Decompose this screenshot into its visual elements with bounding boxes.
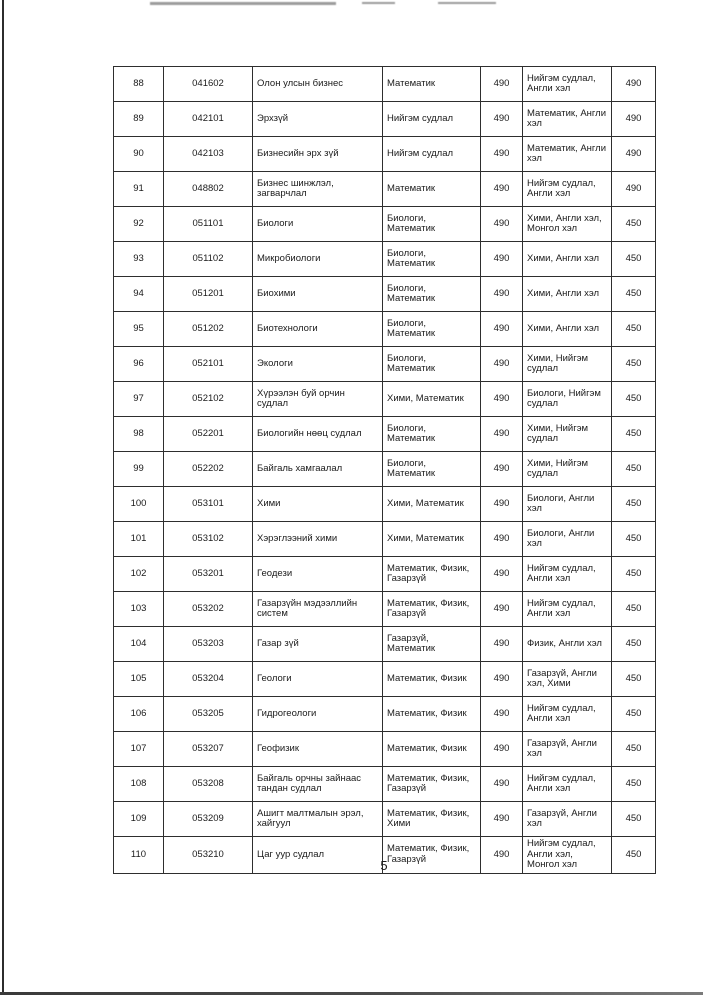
- table-row: [114, 102, 656, 137]
- additional-score-cell: 450: [612, 382, 656, 417]
- program-code-cell: 042101: [164, 102, 253, 137]
- additional-score-cell: 490: [612, 67, 656, 102]
- program-name-cell: Газарзүйн мэдээллийн систем: [253, 592, 383, 627]
- admission-table: [113, 66, 656, 874]
- score-cell: 490: [481, 767, 523, 802]
- additional-score-cell: 450: [612, 312, 656, 347]
- score-cell: 490: [481, 347, 523, 382]
- additional-subjects-cell: Хими, Нийгэм судлал: [523, 417, 612, 452]
- additional-score-cell: 450: [612, 662, 656, 697]
- program-code-cell: 052201: [164, 417, 253, 452]
- exam-subjects-cell: Математик, Физик, Газарзүй: [383, 592, 481, 627]
- program-name-cell: Хэрэглээний хими: [253, 522, 383, 557]
- additional-subjects-cell: Нийгэм судлал, Англи хэл: [523, 767, 612, 802]
- program-name-cell: Биологи: [253, 207, 383, 242]
- score-cell: 490: [481, 137, 523, 172]
- score-cell: 490: [481, 277, 523, 312]
- exam-subjects-cell: Математик, Физик, Газарзүй: [383, 837, 481, 874]
- exam-subjects-cell: Биологи, Математик: [383, 417, 481, 452]
- row-number-cell: 96: [114, 347, 164, 382]
- additional-subjects-cell: Нийгэм судлал, Англи хэл: [523, 557, 612, 592]
- exam-subjects-cell: Биологи, Математик: [383, 277, 481, 312]
- program-code-cell: 053208: [164, 767, 253, 802]
- row-number-cell: 103: [114, 592, 164, 627]
- exam-subjects-cell: Математик, Физик, Газарзүй: [383, 767, 481, 802]
- program-name-cell: Байгаль орчны зайнаас тандан судлал: [253, 767, 383, 802]
- program-name-cell: Экологи: [253, 347, 383, 382]
- additional-subjects-cell: Газарзүй, Англи хэл: [523, 732, 612, 767]
- score-cell: 490: [481, 312, 523, 347]
- score-cell: 490: [481, 242, 523, 277]
- additional-score-cell: 450: [612, 837, 656, 874]
- program-code-cell: 048802: [164, 172, 253, 207]
- additional-score-cell: 450: [612, 557, 656, 592]
- program-name-cell: Геофизик: [253, 732, 383, 767]
- score-cell: 490: [481, 207, 523, 242]
- table-row: [114, 452, 656, 487]
- program-code-cell: 053203: [164, 627, 253, 662]
- top-bleed-artifact: [150, 2, 336, 5]
- exam-subjects-cell: Биологи, Математик: [383, 312, 481, 347]
- table-row: [114, 277, 656, 312]
- program-code-cell: 053204: [164, 662, 253, 697]
- row-number-cell: 98: [114, 417, 164, 452]
- additional-subjects-cell: Хими, Англи хэл: [523, 277, 612, 312]
- program-name-cell: Биохими: [253, 277, 383, 312]
- row-number-cell: 106: [114, 697, 164, 732]
- row-number-cell: 91: [114, 172, 164, 207]
- score-cell: 490: [481, 487, 523, 522]
- program-name-cell: Биотехнологи: [253, 312, 383, 347]
- additional-score-cell: 450: [612, 452, 656, 487]
- score-cell: 490: [481, 417, 523, 452]
- program-code-cell: 052202: [164, 452, 253, 487]
- additional-score-cell: 450: [612, 627, 656, 662]
- program-code-cell: 053205: [164, 697, 253, 732]
- additional-subjects-cell: Математик, Англи хэл: [523, 102, 612, 137]
- top-bleed-artifact: [362, 2, 395, 4]
- table-row: [114, 67, 656, 102]
- additional-subjects-cell: Нийгэм судлал, Англи хэл: [523, 172, 612, 207]
- score-cell: 490: [481, 662, 523, 697]
- exam-subjects-cell: Биологи, Математик: [383, 207, 481, 242]
- row-number-cell: 107: [114, 732, 164, 767]
- additional-score-cell: 450: [612, 732, 656, 767]
- row-number-cell: 94: [114, 277, 164, 312]
- admission-table-wrapper: [113, 66, 655, 874]
- program-name-cell: Цаг уур судлал: [253, 837, 383, 874]
- additional-subjects-cell: Нийгэм судлал, Англи хэл: [523, 592, 612, 627]
- additional-subjects-cell: Хими, Англи хэл: [523, 312, 612, 347]
- program-code-cell: 051202: [164, 312, 253, 347]
- exam-subjects-cell: Биологи, Математик: [383, 452, 481, 487]
- row-number-cell: 108: [114, 767, 164, 802]
- table-row: [114, 242, 656, 277]
- row-number-cell: 110: [114, 837, 164, 874]
- table-row: [114, 627, 656, 662]
- additional-score-cell: 490: [612, 172, 656, 207]
- program-name-cell: Геодези: [253, 557, 383, 592]
- score-cell: 490: [481, 522, 523, 557]
- additional-score-cell: 490: [612, 137, 656, 172]
- exam-subjects-cell: Математик, Физик, Газарзүй: [383, 557, 481, 592]
- exam-subjects-cell: Хими, Математик: [383, 382, 481, 417]
- row-number-cell: 99: [114, 452, 164, 487]
- table-row: [114, 557, 656, 592]
- exam-subjects-cell: Хими, Математик: [383, 522, 481, 557]
- score-cell: 490: [481, 592, 523, 627]
- additional-score-cell: 450: [612, 277, 656, 312]
- additional-subjects-cell: Хими, Англи хэл: [523, 242, 612, 277]
- additional-subjects-cell: Физик, Англи хэл: [523, 627, 612, 662]
- program-name-cell: Бизнесийн эрх зүй: [253, 137, 383, 172]
- score-cell: 490: [481, 452, 523, 487]
- program-code-cell: 051201: [164, 277, 253, 312]
- additional-score-cell: 450: [612, 767, 656, 802]
- row-number-cell: 100: [114, 487, 164, 522]
- table-row: [114, 522, 656, 557]
- row-number-cell: 92: [114, 207, 164, 242]
- table-row: [114, 172, 656, 207]
- row-number-cell: 95: [114, 312, 164, 347]
- additional-subjects-cell: Газарзүй, Англи хэл, Хими: [523, 662, 612, 697]
- table-row: [114, 592, 656, 627]
- score-cell: 490: [481, 837, 523, 874]
- table-row: [114, 802, 656, 837]
- page-left-edge-line: [2, 0, 4, 994]
- additional-subjects-cell: Хими, Англи хэл, Монгол хэл: [523, 207, 612, 242]
- exam-subjects-cell: Нийгэм судлал: [383, 102, 481, 137]
- program-code-cell: 053102: [164, 522, 253, 557]
- program-name-cell: Хүрээлэн буй орчин судлал: [253, 382, 383, 417]
- additional-subjects-cell: Хими, Нийгэм судлал: [523, 452, 612, 487]
- exam-subjects-cell: Хими, Математик: [383, 487, 481, 522]
- additional-subjects-cell: Нийгэм судлал, Англи хэл: [523, 67, 612, 102]
- program-code-cell: 041602: [164, 67, 253, 102]
- exam-subjects-cell: Биологи, Математик: [383, 347, 481, 382]
- table-row: [114, 487, 656, 522]
- program-code-cell: 051101: [164, 207, 253, 242]
- additional-score-cell: 450: [612, 487, 656, 522]
- score-cell: 490: [481, 102, 523, 137]
- additional-subjects-cell: Нийгэм судлал, Англи хэл: [523, 697, 612, 732]
- program-name-cell: Биологийн нөөц судлал: [253, 417, 383, 452]
- program-code-cell: 053101: [164, 487, 253, 522]
- additional-score-cell: 450: [612, 207, 656, 242]
- program-name-cell: Байгаль хамгаалал: [253, 452, 383, 487]
- row-number-cell: 105: [114, 662, 164, 697]
- top-bleed-artifact: [438, 2, 496, 4]
- program-code-cell: 052102: [164, 382, 253, 417]
- exam-subjects-cell: Нийгэм судлал: [383, 137, 481, 172]
- program-code-cell: 053210: [164, 837, 253, 874]
- row-number-cell: 90: [114, 137, 164, 172]
- table-row: [114, 662, 656, 697]
- program-code-cell: 053207: [164, 732, 253, 767]
- exam-subjects-cell: Математик, Физик: [383, 732, 481, 767]
- score-cell: 490: [481, 382, 523, 417]
- exam-subjects-cell: Математик, Физик: [383, 662, 481, 697]
- additional-score-cell: 450: [612, 802, 656, 837]
- program-name-cell: Эрхзүй: [253, 102, 383, 137]
- table-row: [114, 767, 656, 802]
- additional-subjects-cell: Биологи, Англи хэл: [523, 487, 612, 522]
- exam-subjects-cell: Газарзүй, Математик: [383, 627, 481, 662]
- exam-subjects-cell: Математик, Физик, Хими: [383, 802, 481, 837]
- program-name-cell: Микробиологи: [253, 242, 383, 277]
- additional-score-cell: 450: [612, 697, 656, 732]
- score-cell: 490: [481, 802, 523, 837]
- additional-score-cell: 450: [612, 592, 656, 627]
- row-number-cell: 89: [114, 102, 164, 137]
- program-code-cell: 042103: [164, 137, 253, 172]
- program-name-cell: Ашигт малтмалын эрэл, хайгуул: [253, 802, 383, 837]
- score-cell: 490: [481, 172, 523, 207]
- additional-score-cell: 490: [612, 102, 656, 137]
- exam-subjects-cell: Биологи, Математик: [383, 242, 481, 277]
- table-row: [114, 697, 656, 732]
- row-number-cell: 102: [114, 557, 164, 592]
- program-code-cell: 052101: [164, 347, 253, 382]
- additional-score-cell: 450: [612, 347, 656, 382]
- table-row: [114, 732, 656, 767]
- exam-subjects-cell: Математик, Физик: [383, 697, 481, 732]
- table-row: [114, 382, 656, 417]
- row-number-cell: 93: [114, 242, 164, 277]
- row-number-cell: 97: [114, 382, 164, 417]
- additional-subjects-cell: Нийгэм судлал, Англи хэл, Монгол хэл: [523, 837, 612, 874]
- program-code-cell: 051102: [164, 242, 253, 277]
- program-name-cell: Газар зүй: [253, 627, 383, 662]
- table-row: [114, 417, 656, 452]
- row-number-cell: 109: [114, 802, 164, 837]
- page-bottom-edge-line: [0, 992, 703, 995]
- program-code-cell: 053209: [164, 802, 253, 837]
- program-name-cell: Хими: [253, 487, 383, 522]
- additional-subjects-cell: Биологи, Англи хэл: [523, 522, 612, 557]
- additional-subjects-cell: Биологи, Нийгэм судлал: [523, 382, 612, 417]
- program-code-cell: 053201: [164, 557, 253, 592]
- table-body: [114, 67, 656, 874]
- additional-score-cell: 450: [612, 417, 656, 452]
- row-number-cell: 101: [114, 522, 164, 557]
- score-cell: 490: [481, 627, 523, 662]
- additional-subjects-cell: Хими, Нийгэм судлал: [523, 347, 612, 382]
- table-row: [114, 312, 656, 347]
- program-name-cell: Гидрогеологи: [253, 697, 383, 732]
- additional-subjects-cell: Газарзүй, Англи хэл: [523, 802, 612, 837]
- table-row: [114, 207, 656, 242]
- program-name-cell: Олон улсын бизнес: [253, 67, 383, 102]
- score-cell: 490: [481, 697, 523, 732]
- exam-subjects-cell: Математик: [383, 67, 481, 102]
- score-cell: 490: [481, 67, 523, 102]
- additional-score-cell: 450: [612, 242, 656, 277]
- row-number-cell: 88: [114, 67, 164, 102]
- score-cell: 490: [481, 557, 523, 592]
- program-code-cell: 053202: [164, 592, 253, 627]
- page-number: 5: [380, 858, 388, 873]
- exam-subjects-cell: Математик: [383, 172, 481, 207]
- program-name-cell: Геологи: [253, 662, 383, 697]
- row-number-cell: 104: [114, 627, 164, 662]
- score-cell: 490: [481, 732, 523, 767]
- additional-subjects-cell: Математик, Англи хэл: [523, 137, 612, 172]
- additional-score-cell: 450: [612, 522, 656, 557]
- table-row: [114, 137, 656, 172]
- program-name-cell: Бизнес шинжлэл, загварчлал: [253, 172, 383, 207]
- table-row: [114, 347, 656, 382]
